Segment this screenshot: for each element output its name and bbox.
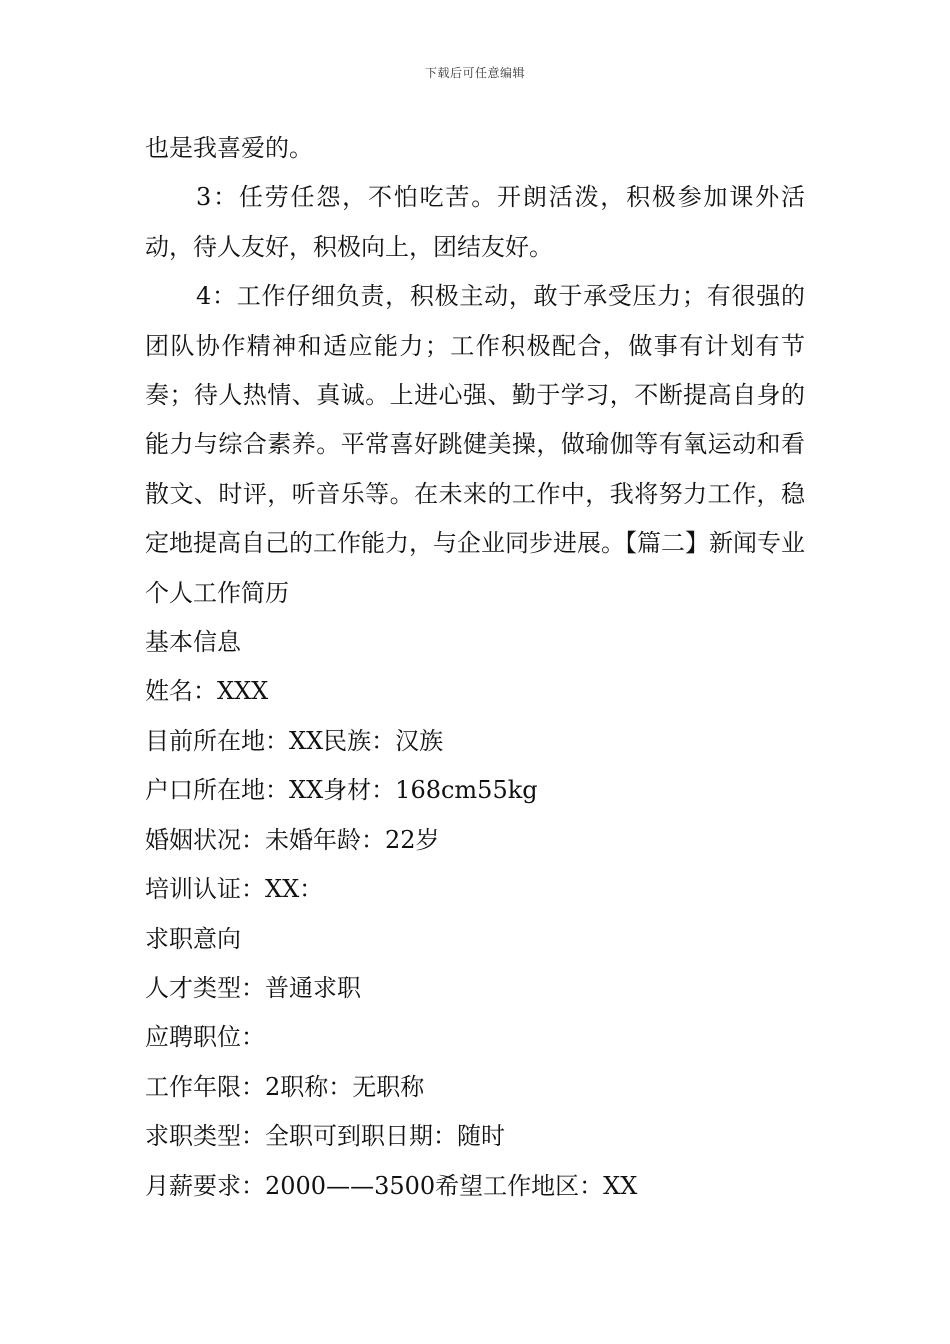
section-heading-job-intention: 求职意向 [145,924,241,953]
field-position: 应聘职位： [145,1023,265,1052]
paragraph-continuation: 也是我喜爱的。 [145,134,313,162]
field-hukou-height-weight: 户口所在地：XX身材：168cm55kg [145,776,538,805]
field-marital-age: 婚姻状况：未婚年龄：22岁 [145,825,440,854]
field-job-type-start: 求职类型：全职可到职日期：随时 [145,1122,505,1151]
field-talent-type: 人才类型：普通求职 [145,973,361,1002]
field-certification: 培训认证：XX： [145,875,324,904]
page-header: 下载后可任意编辑 [424,66,525,80]
paragraph-item-3: 3：任劳任怨，不怕吃苦。开朗活泼，积极参加课外活动，待人友好，积极向上，团结友好。 [145,183,805,261]
paragraph-item-4: 4：工作仔细负责，积极主动，敢于承受压力；有很强的团队协作精神和适应能力；工作积极配合，做事有计划有节奏；待人热情、真诚。上进心强、勤于学习，不断提高自身的能力与综合素养。平常喜好跳健美操，做瑜伽等有氧运动和看散文、时评，听音乐等。在未来的工作中，我将努力工作，稳定地提高自己的工作能力，与企业同步进展。【篇二】新闻专业个人工作简历 [145,282,805,607]
field-salary-region: 月薪要求：2000——3500希望工作地区：XX [145,1171,638,1200]
field-location-ethnicity: 目前所在地：XX民族：汉族 [145,726,444,755]
document-body [145,124,805,1211]
section-heading-basic-info: 基本信息 [145,628,241,657]
field-years-title: 工作年限：2职称：无职称 [145,1072,425,1101]
field-name: 姓名：XXX [145,677,269,706]
